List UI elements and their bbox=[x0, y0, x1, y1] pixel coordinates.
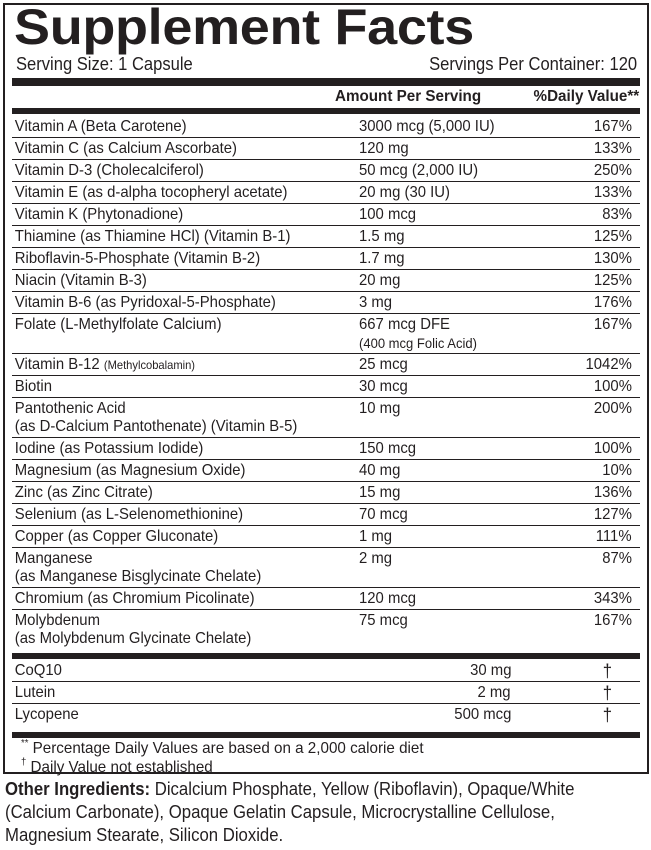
nutrient-amount: 25 mcg bbox=[359, 356, 408, 373]
nutrient-row bbox=[12, 226, 640, 248]
nutrient-row bbox=[12, 682, 640, 704]
nutrient-row bbox=[12, 314, 640, 354]
nutrient-daily-value: 125% bbox=[593, 228, 632, 245]
other-ingredients-text: Dicalcium Phosphate, Yellow (Riboflavin), Opaque/White (Calcium Carbonate), Opaque Gelatin Capsule, Microcrystalline Cellulose, Magnesium Stearate, Silicon Dioxide. bbox=[5, 779, 575, 845]
nutrient-daily-value: 130% bbox=[593, 250, 632, 267]
nutrient-name: Vitamin C (as Calcium Ascorbate) bbox=[14, 140, 237, 157]
nutrient-daily-value: † bbox=[602, 683, 612, 703]
footnotes bbox=[21, 739, 424, 777]
nutrient-daily-value: 125% bbox=[593, 272, 632, 289]
nutrient-name: Molybdenum bbox=[14, 612, 100, 629]
nutrient-amount: 120 mg bbox=[359, 140, 409, 157]
nutrient-name: Thiamine (as Thiamine HCl) (Vitamin B-1) bbox=[14, 228, 291, 245]
nutrient-row bbox=[12, 292, 640, 314]
nutrient-name: Lycopene bbox=[14, 706, 79, 723]
thick-divider bbox=[12, 78, 640, 86]
nutrient-row bbox=[12, 160, 640, 182]
nutrient-row bbox=[12, 704, 640, 725]
nutrient-amount: 120 mcg bbox=[359, 590, 417, 607]
nutrient-amount: 1 mg bbox=[359, 528, 393, 545]
header-amount: Amount Per Serving bbox=[335, 88, 482, 105]
nutrient-name: Iodine (as Potassium Iodide) bbox=[14, 440, 204, 457]
nutrient-amount: 667 mcg DFE (400 mcg Folic Acid) bbox=[359, 316, 477, 351]
nutrient-daily-value: 100% bbox=[593, 440, 632, 457]
nutrient-daily-value: 10% bbox=[602, 462, 632, 479]
nutrient-row bbox=[12, 460, 640, 482]
nutrient-daily-value: 133% bbox=[593, 140, 632, 157]
nutrient-amount: 3000 mcg (5,000 IU) bbox=[359, 118, 495, 135]
panel-title: Supplement Facts bbox=[14, 0, 474, 55]
nutrient-daily-value: 111% bbox=[596, 528, 632, 545]
nutrient-daily-value: 176% bbox=[593, 294, 632, 311]
nutrient-amount: 20 mg (30 IU) bbox=[359, 184, 450, 201]
nutrient-name: Pantothenic Acid bbox=[14, 400, 126, 417]
nutrient-name: Vitamin B-12 (Methylcobalamin) bbox=[14, 356, 196, 373]
nutrient-daily-value: 100% bbox=[593, 378, 632, 395]
nutrient-name: Manganese bbox=[14, 550, 93, 567]
nutrient-amount: 40 mg bbox=[359, 462, 401, 479]
nutrient-name: Copper (as Copper Gluconate) bbox=[14, 528, 219, 545]
nutrient-row bbox=[12, 116, 640, 138]
nutrient-daily-value: 200% bbox=[593, 400, 632, 417]
nutrient-name: Folate (L-Methylfolate Calcium) bbox=[14, 316, 222, 333]
thick-divider bbox=[12, 732, 640, 738]
nutrient-daily-value: † bbox=[602, 661, 612, 681]
nutrient-name: Riboflavin-5-Phosphate (Vitamin B-2) bbox=[14, 250, 261, 267]
nutrient-daily-value: 83% bbox=[602, 206, 632, 223]
nutrient-name: Vitamin B-6 (as Pyridoxal-5-Phosphate) bbox=[14, 294, 276, 311]
nutrient-amount: 3 mg bbox=[359, 294, 393, 311]
nutrient-row bbox=[12, 376, 640, 398]
nutrient-table bbox=[12, 116, 640, 649]
nutrient-name: Magnesium (as Magnesium Oxide) bbox=[14, 462, 246, 479]
nutrient-row bbox=[12, 660, 640, 682]
nutrient-amount: 500 mcg bbox=[453, 706, 511, 723]
servings-per-container: Servings Per Container: 120 bbox=[428, 54, 637, 74]
nutrient-amount: 70 mcg bbox=[359, 506, 408, 523]
nutrient-amount: 1.7 mg bbox=[359, 250, 405, 267]
nutrient-amount: 2 mg bbox=[359, 550, 393, 567]
nutrient-daily-value: 87% bbox=[602, 550, 632, 567]
nutrient-row bbox=[12, 526, 640, 548]
nutrient-daily-value: 1042% bbox=[585, 356, 632, 373]
nutrient-row bbox=[12, 354, 640, 376]
nutrient-name: Biotin bbox=[14, 378, 53, 395]
nutrient-name-detail: (as Manganese Bisglycinate Chelate) bbox=[14, 568, 262, 585]
nutrient-name: Vitamin D-3 (Cholecalciferol) bbox=[14, 162, 204, 179]
nutrient-daily-value: 127% bbox=[593, 506, 632, 523]
nutrient-name: Niacin (Vitamin B-3) bbox=[14, 272, 147, 289]
nutrient-daily-value: 136% bbox=[593, 484, 632, 501]
supplement-facts-panel bbox=[3, 0, 649, 776]
thick-divider bbox=[12, 108, 640, 114]
serving-size: Serving Size: 1 Capsule bbox=[16, 54, 193, 74]
nutrient-amount: 100 mcg bbox=[359, 206, 417, 223]
nutrient-row bbox=[12, 182, 640, 204]
nutrient-daily-value: 343% bbox=[593, 590, 632, 607]
nutrient-row bbox=[12, 398, 640, 438]
nutrient-name: Lutein bbox=[14, 684, 56, 701]
nutrient-name: Zinc (as Zinc Citrate) bbox=[14, 484, 153, 501]
footnote-dv: ** Percentage Daily Values are based on a 2,000 calorie diet bbox=[21, 738, 424, 757]
nutrient-name-detail: (as D-Calcium Pantothenate) (Vitamin B-5) bbox=[14, 418, 298, 435]
footnote-dagger: † Daily Value not established bbox=[21, 757, 213, 776]
nutrient-row bbox=[12, 138, 640, 160]
nutrient-name: Vitamin E (as d-alpha tocopheryl acetate) bbox=[14, 184, 288, 201]
other-ingredients bbox=[5, 778, 619, 847]
nutrient-daily-value: 167% bbox=[593, 118, 632, 135]
nutrient-row bbox=[12, 482, 640, 504]
nutrient-name: CoQ10 bbox=[14, 662, 62, 679]
nutrient-row bbox=[12, 504, 640, 526]
nutrient-amount: 2 mg bbox=[477, 684, 511, 701]
nutrient-daily-value: † bbox=[602, 705, 612, 725]
nutrient-daily-value: 167% bbox=[593, 612, 632, 629]
nutrient-amount: 30 mg bbox=[469, 662, 511, 679]
nutrient-row bbox=[12, 588, 640, 610]
nutrient-row bbox=[12, 610, 640, 649]
nutrient-amount: 10 mg bbox=[359, 400, 401, 417]
nutrient-row bbox=[12, 248, 640, 270]
nutrient-amount: 1.5 mg bbox=[359, 228, 405, 245]
nutrient-row bbox=[12, 204, 640, 226]
nutrient-row bbox=[12, 270, 640, 292]
nutrient-row bbox=[12, 548, 640, 588]
nutrient-daily-value: 250% bbox=[593, 162, 632, 179]
nutrient-amount: 50 mcg (2,000 IU) bbox=[359, 162, 479, 179]
nutrient-amount: 150 mcg bbox=[359, 440, 417, 457]
nutrient-daily-value: 167% bbox=[593, 316, 632, 333]
nutrient-amount: 30 mcg bbox=[359, 378, 408, 395]
header-daily-value: %Daily Value** bbox=[533, 88, 639, 105]
nutrient-name: Vitamin A (Beta Carotene) bbox=[14, 118, 187, 135]
nutrient-row bbox=[12, 438, 640, 460]
nutrient-name: Chromium (as Chromium Picolinate) bbox=[14, 590, 255, 607]
nutrient-name-detail: (as Molybdenum Glycinate Chelate) bbox=[14, 630, 252, 647]
nutrient-amount: 75 mcg bbox=[359, 612, 408, 629]
other-nutrient-table bbox=[12, 660, 640, 725]
nutrient-daily-value: 133% bbox=[593, 184, 632, 201]
nutrient-name: Vitamin K (Phytonadione) bbox=[14, 206, 184, 223]
nutrient-amount: 15 mg bbox=[359, 484, 401, 501]
thick-divider bbox=[12, 653, 640, 659]
nutrient-name: Selenium (as L-Selenomethionine) bbox=[14, 506, 244, 523]
nutrient-amount: 20 mg bbox=[359, 272, 401, 289]
other-ingredients-label: Other Ingredients: bbox=[5, 779, 151, 799]
